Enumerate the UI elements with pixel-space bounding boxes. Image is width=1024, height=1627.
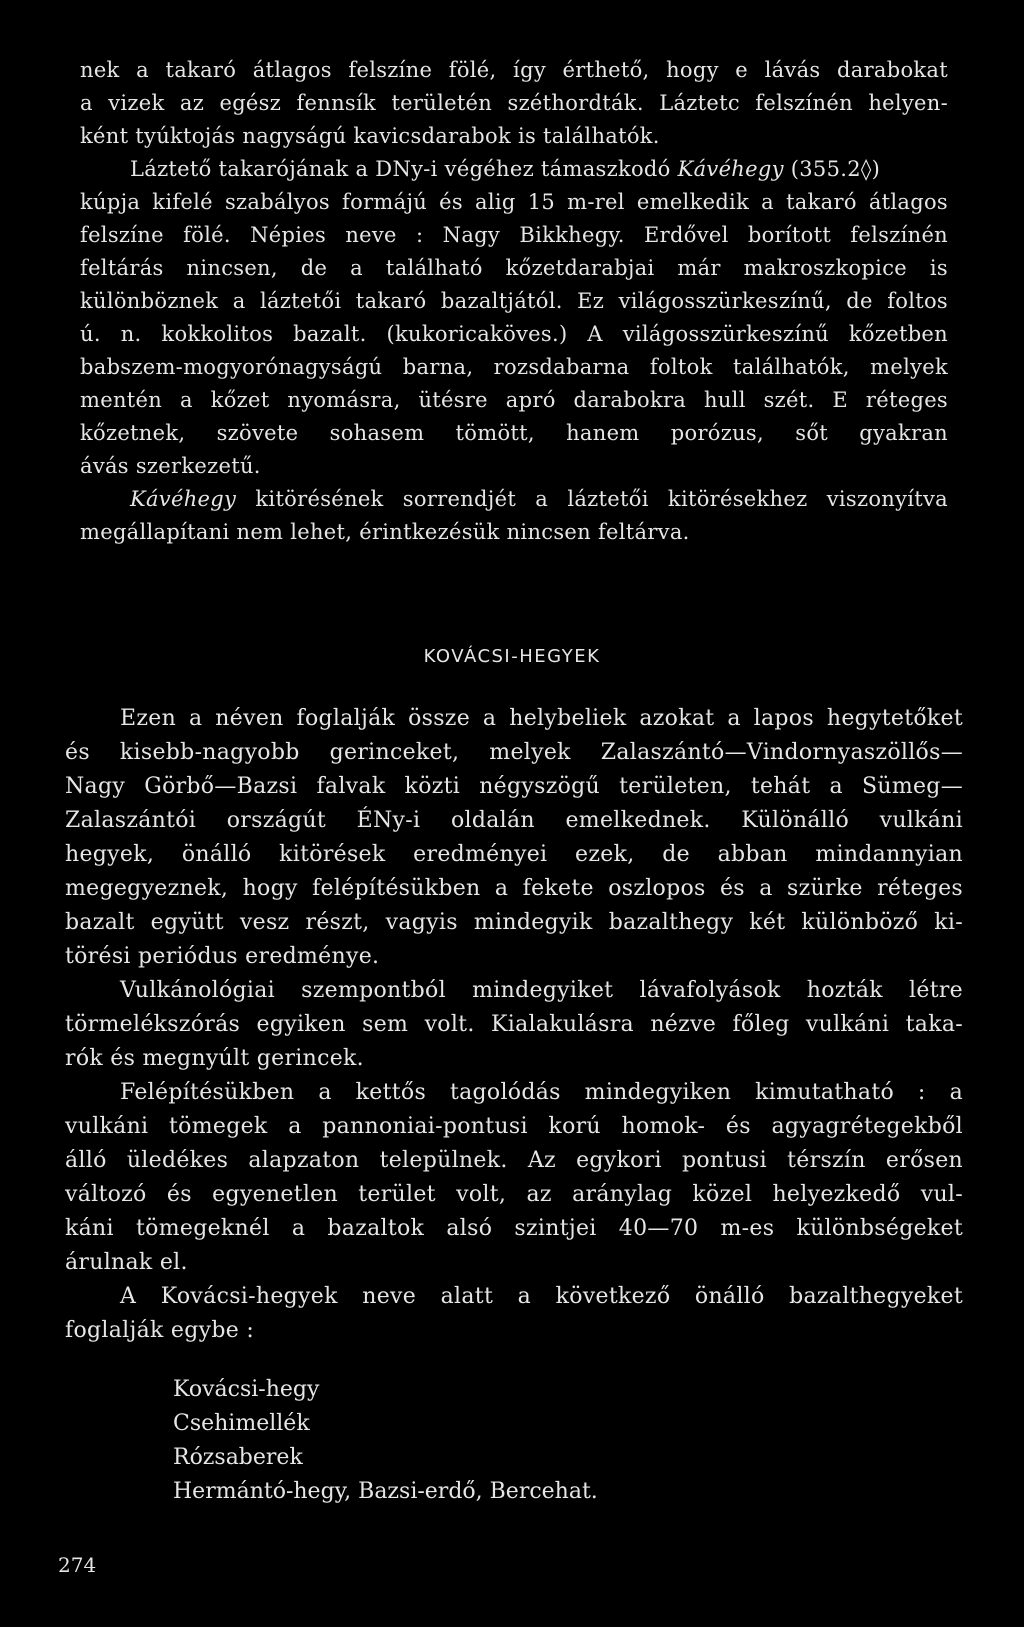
text-line: kúpja kifelé szabályos formájú és alig 15 m-rel emelkedik a takaró átlagos (80, 190, 948, 214)
text-line: Nagy Görbő—Bazsi falvak közti négyszögű területen, tehát a Sümeg— (65, 774, 963, 799)
text-line: foglalják egybe : (65, 1318, 255, 1343)
text-line: árulnak el. (65, 1250, 188, 1275)
text-line: Ezen a néven foglalják össze a helybeliek azokat a lapos hegytetőket (120, 706, 963, 731)
text-line: ként tyúktojás nagyságú kavicsdarabok is találhatók. (80, 124, 660, 148)
text-line-kavehegy (130, 155, 948, 183)
text-line: vulkáni tömegek a pannoniai-pontusi korú homok- és agyagrétegekből (65, 1114, 963, 1139)
text-line: babszem-mogyorónagyságú barna, rozsdabarna foltok találhatók, melyek (80, 355, 948, 379)
kavehegy-name: Kávéhegy (130, 487, 237, 511)
text-fragment: kitörésének sorrendjét a láztetői kitörésekhez viszonyítva (255, 487, 948, 511)
text-line: álló üledékes alapzaton települnek. Az egykori pontusi térszín erősen (65, 1148, 963, 1173)
text-line: Felépítésükben a kettős tagolódás mindegyiken kimutatható : a (120, 1080, 963, 1105)
text-line: különböznek a láztetői takaró bazaltjától. Ez világosszürkeszínű, de foltos (80, 289, 948, 313)
text-line: Vulkánológiai szempontból mindegyiket lávafolyások hozták létre (120, 978, 963, 1003)
list-item: Rózsaberek (173, 1445, 303, 1470)
kavehegy-height-close: ) (871, 157, 881, 181)
text-line: felszíne fölé. Népies neve : Nagy Bikkhegy. Erdővel borított felszínén (80, 223, 948, 247)
text-line: változó és egyenetlen terület volt, az aránylag közel helyezkedő vul- (65, 1182, 963, 1207)
text-line: törési periódus eredménye. (65, 944, 380, 969)
text-line: Zalaszántói országút ÉNy-i oldalán emelkednek. Különálló vulkáni (65, 808, 963, 833)
text-line: mentén a kőzet nyomásra, ütésre apró darabokra hull szét. E réteges (80, 388, 948, 412)
text-line: a vizek az egész fennsík területén széthordták. Láztetc felszínén helyen- (80, 91, 948, 115)
text-line: hegyek, önálló kitörések eredményei ezek, de abban mindannyian (65, 842, 963, 867)
text-line: ú. n. kokkolitos bazalt. (kukoricaköves.) A világosszürkeszínű kőzetben (80, 322, 948, 346)
page-number: 274 (58, 1553, 97, 1577)
text-line: megállapítani nem lehet, érintkezésük nincsen feltárva. (80, 520, 690, 544)
text-line: ávás szerkezetű. (80, 454, 261, 478)
text-line: és kisebb-nagyobb gerinceket, melyek Zalaszántó—Vindornyaszöllős— (65, 740, 963, 765)
text-line-kavehegy-eruption (130, 485, 948, 513)
section-heading: KOVÁCSI-HEGYEK (423, 646, 601, 667)
kavehegy-height: (355.2 (790, 157, 861, 181)
text-line: nek a takaró átlagos felszíne fölé, így érthető, hogy e lávás darabokat (80, 58, 948, 82)
triangulation-symbol-icon: ◊ (860, 157, 872, 181)
text-line: káni tömegeknél a bazaltok alsó szintjei 40—70 m-es különbségeket (65, 1216, 963, 1241)
text-line: kőzetnek, szövete sohasem tömött, hanem porózus, sőt gyakran (80, 421, 948, 445)
text-fragment: Láztető takarójának a DNy-i végéhez támaszkodó (130, 157, 671, 181)
list-item: Csehimellék (173, 1411, 310, 1436)
list-item: Kovácsi-hegy (173, 1377, 320, 1402)
text-line: törmelékszórás egyiken sem volt. Kialakulásra nézve főleg vulkáni taka- (65, 1012, 963, 1037)
text-line: megegyeznek, hogy felépítésükben a fekete oszlopos és a szürke réteges (65, 876, 963, 901)
text-line: rók és megnyúlt gerincek. (65, 1046, 364, 1071)
text-line: A Kovácsi-hegyek neve alatt a következő önálló bazalthegyeket (120, 1284, 963, 1309)
text-line: bazalt együtt vesz részt, vagyis mindegyik bazalthegy két különböző ki- (65, 910, 963, 935)
text-line: feltárás nincsen, de a található kőzetdarabjai már makroszkopice is (80, 256, 948, 280)
kavehegy-name: Kávéhegy (677, 157, 784, 181)
list-item: Hermántó-hegy, Bazsi-erdő, Bercehat. (173, 1479, 598, 1504)
